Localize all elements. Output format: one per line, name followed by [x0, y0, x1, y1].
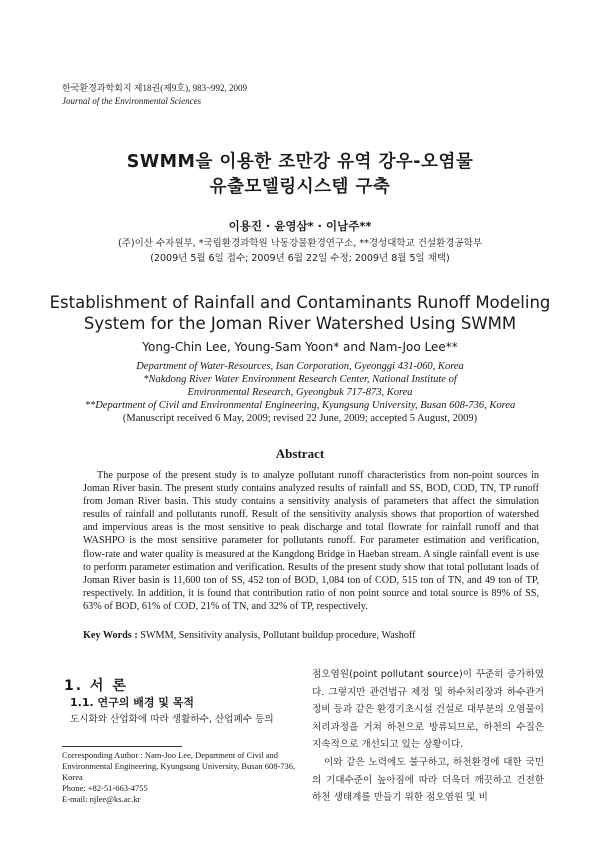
keywords-list: SWMM, Sensitivity analysis, Pollutant buildup procedure, Washoff — [140, 630, 416, 641]
section-heading: 1. 서 론 — [64, 678, 128, 694]
footnote-phone: Phone: +82-51-663-4755 — [62, 783, 148, 793]
journal-name: Journal of the Environmental Sciences — [62, 96, 202, 106]
body-paragraph-1: 점오염원(point pollutant source)이 꾸준히 증가하였다. 그렇지만 관련법규 제정 및 하수처리장과 하수관거정비 등과 같은 환경기초시설 건설로 대부분의 오염물이 처리과정을 거쳐 하천으로 방류되므로, 하천의 수질은 지속적으로 개선되고 있는 상황이다. — [312, 669, 544, 751]
affiliation-2a: *Nakdong River Water Environment Research Center, National Institute of — [143, 374, 457, 385]
keywords — [83, 630, 539, 641]
korean-title-line1: SWMM을 이용한 조만강 유역 강우-오염물 — [126, 152, 474, 172]
korean-affiliations — [0, 236, 600, 266]
abstract-text: The purpose of the present study is to analyze pollutant runoff characteristics from non-point sources in Joman River basin. The present study contains analyzed results of rainfall and SS, BOD, COD, TN, TP runoff from Joman River basin. This study contains a sensitivity analysis of parameters that affect the simulation results of rainfall and pollutants runoff. Result of the sensitivity analysis shows that proportion of watershed and impervious areas is the most sensitive to peak discharge and total flowrate for rainfall runoff and that WASHPO is the most sensitive parameter for pollutants runoff. For parameter estimation and verification, flow-rate and water quality is measured at the Kangdong Bridge in Haeban stream. A single rainfall event is use to perform parameter estimation and verification. Results of the present study show that total pollutant loads of Joman River basin is 11,600 ton of SS, 452 ton of BOD, 1,084 ton of COD, 515 ton of TN, and 49 ton of TP, respectively. In addition, it is found that contribution ratio of non point source and total source is 89% of SS, 63% of BOD, 61% of COD, 21% of TN, and 32% of TP, respectively. — [83, 470, 539, 612]
keywords-label: Key Words : — [83, 630, 138, 641]
english-title-line2: System for the Joman River Watershed Using SWMM — [83, 314, 517, 333]
footnote — [62, 750, 298, 805]
body-text-right — [312, 666, 544, 807]
affiliation-2b: Environmental Research, Gyeongbuk 717-873, Korea — [187, 387, 413, 398]
footnote-divider — [62, 746, 182, 747]
korean-authors: 이용진 · 윤영삼* · 이남주** — [228, 219, 372, 233]
footnote-email: E-mail: njlee@ks.ac.kr — [62, 794, 141, 804]
korean-affiliation-line: (주)이산 수자원부, *국립환경과학원 낙동강물환경연구소, **경성대학교 건설환경공학부 — [118, 238, 482, 249]
english-title — [0, 292, 600, 334]
affiliation-3: **Department of Civil and Environmental Engineering, Kyungsung University, Busan 608-736, Korea — [84, 400, 516, 411]
korean-title-line2: 유출모델링시스템 구축 — [209, 177, 391, 197]
affiliation-1: Department of Water-Resources, Isan Corporation, Gyeonggi 431-060, Korea — [136, 361, 464, 372]
subsection-heading: 1.1. 연구의 배경 및 목적 — [70, 696, 194, 709]
english-dates: (Manuscript received 6 May, 2009; revised 22 June, 2009; accepted 5 August, 2009) — [122, 413, 478, 424]
korean-dates: (2009년 5월 6일 접수; 2009년 6월 22일 수정; 2009년 8월 5일 채택) — [150, 253, 450, 264]
english-authors: Yong-Chin Lee, Young-Sam Yoon* and Nam-Joo Lee** — [142, 340, 458, 354]
english-affiliations — [0, 360, 600, 425]
korean-title — [0, 150, 600, 200]
body-text-left: 도시화와 산업화에 따라 생활하수, 산업폐수 등의 — [70, 714, 274, 725]
journal-header — [62, 82, 247, 108]
journal-citation: 한국환경과학회지 제18권(제9호), 983~992, 2009 — [62, 83, 247, 93]
abstract-heading: Abstract — [275, 446, 325, 461]
body-paragraph-2: 이와 같은 노력에도 불구하고, 하천환경에 대한 국민의 기대수준이 높아짐에 따라 더욱더 깨끗하고 건전한 하천 생태계를 만들기 위한 점오염원 및 비 — [312, 756, 544, 804]
footnote-author: Corresponding Author : Nam-Joo Lee, Department of Civil and Environmental Engineering, Kyungsung University, Busan 608-736, Korea — [62, 750, 296, 782]
english-title-line1: Establishment of Rainfall and Contaminants Runoff Modeling — [49, 293, 551, 312]
